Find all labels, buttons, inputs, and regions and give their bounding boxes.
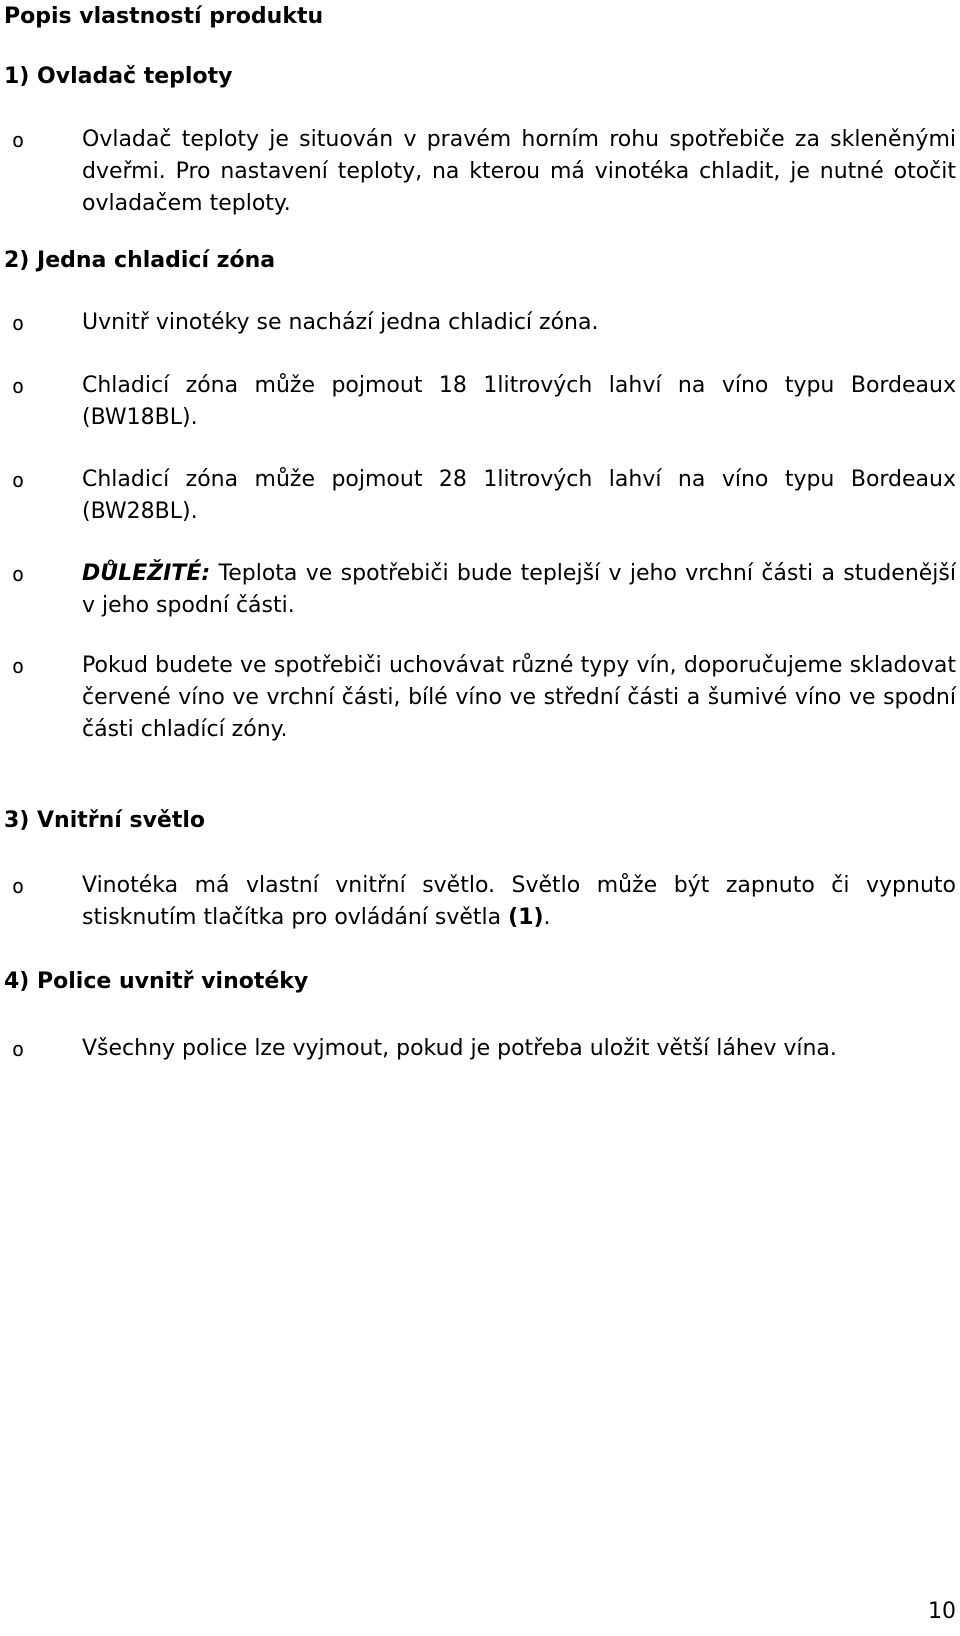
section-heading-interior-light: 3) Vnitřní světlo [4,808,206,833]
list-item-important [4,558,956,622]
light-text-tail: . [543,905,551,930]
list-item [4,124,956,220]
bullet-marker: o [12,128,25,152]
light-button-ref: (1) [508,905,544,930]
page-title: Popis vlastností produktu [4,4,324,29]
list-item [4,370,956,434]
bullet-marker: o [12,468,25,492]
section-heading-temperature-control: 1) Ovladač teploty [4,64,233,89]
list-item-text: Uvnitř vinotéky se nachází jedna chladicí zóna. [82,310,599,335]
section-heading-shelves: 4) Police uvnitř vinotéky [4,969,309,994]
bullet-marker: o [12,654,25,678]
list-item-text [82,870,956,934]
list-item [4,464,956,528]
bullet-marker: o [12,874,25,898]
page-number: 10 [928,1599,956,1624]
bullet-marker: o [12,311,25,335]
list-item-text: Chladicí zóna může pojmout 18 1litrových lahví na víno typu Bordeaux (BW18BL). [82,373,956,430]
list-item [4,650,956,746]
bullet-marker: o [12,1037,25,1061]
list-item-text: Chladicí zóna může pojmout 28 1litrových lahví na víno typu Bordeaux (BW28BL). [82,467,956,524]
list-item [4,307,956,339]
bullet-marker: o [12,562,25,586]
list-item [4,870,956,934]
list-item-text [82,558,956,622]
light-text: Vinotéka má vlastní vnitřní světlo. Světlo může být zapnuto či vypnuto stisknutím tlačítka pro ovládání světla [82,873,956,930]
section-heading-cooling-zone: 2) Jedna chladicí zóna [4,248,276,273]
list-item-text: Všechny police lze vyjmout, pokud je potřeba uložit větší láhev vína. [82,1036,837,1061]
list-item [4,1033,956,1065]
list-item-text: Pokud budete ve spotřebiči uchovávat různé typy vín, doporučujeme skladovat červené víno ve vrchní části, bílé víno ve střední části a šumivé víno ve spodní části chladící zóny. [82,653,956,742]
important-label: DŮLEŽITÉ: [82,561,211,586]
list-item-text: Ovladač teploty je situován v pravém horním rohu spotřebiče za skleněnými dveřmi. Pro nastavení teploty, na kterou má vinotéka chladit, je nutné otočit ovladačem teploty. [82,127,956,216]
bullet-marker: o [12,374,25,398]
important-text: Teplota ve spotřebiči bude teplejší v jeho vrchní části a studenější v jeho spodní části. [82,561,956,618]
